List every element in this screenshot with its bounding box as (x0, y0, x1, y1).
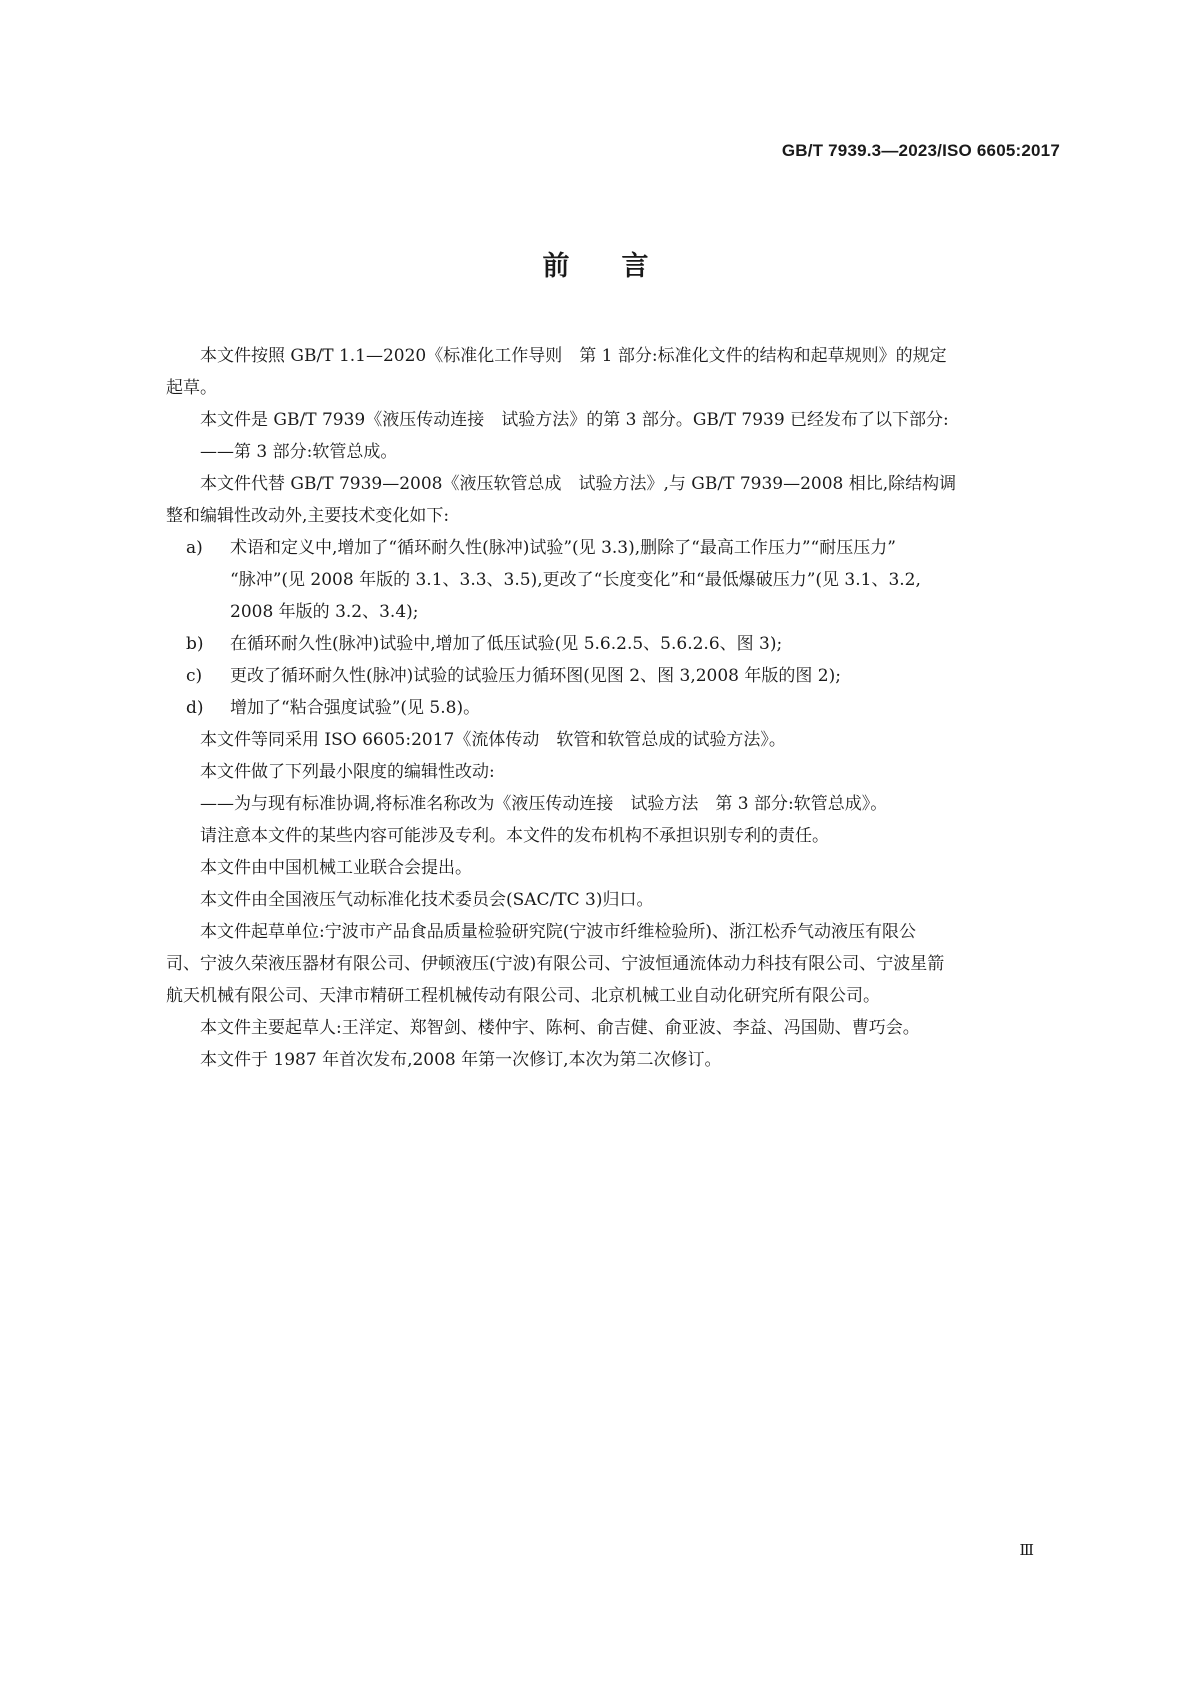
page-number: Ⅲ (1019, 1541, 1034, 1559)
list-marker-b: b) (186, 634, 204, 654)
paragraph-iso-adoption: 本文件等同采用 ISO 6605:2017《流体传动 软管和软管总成的试验方法》。 (200, 730, 786, 750)
dash-item-title-change: ——为与现有标准协调,将标准名称改为《液压传动连接 试验方法 第 3 部分:软管总成》。 (200, 794, 888, 814)
list-marker-c: c) (186, 666, 203, 686)
change-item-b (166, 628, 1060, 660)
page-title: 前言 (542, 251, 701, 282)
change-item-a (166, 532, 1060, 628)
paragraph-drafting-units-line2: 司、宁波久荣液压器材有限公司、伊顿液压(宁波)有限公司、宁波恒通流体动力科技有限公司、宁波星箭 (166, 954, 945, 974)
paragraph-committee: 本文件由全国液压气动标准化技术委员会(SAC/TC 3)归口。 (200, 890, 654, 910)
paragraph-drafting-units-line1: 本文件起草单位:宁波市产品食品质量检验研究院(宁波市纤维检验所)、浙江松乔气动液压有限公 (200, 922, 916, 942)
list-marker-a: a) (186, 538, 203, 558)
change-item-a-line2: “脉冲”(见 2008 年版的 3.1、3.3、3.5),更改了“长度变化”和“最低爆破压力”(见 3.1、3.2, (230, 570, 921, 590)
paragraph-drafters: 本文件主要起草人:王洋定、郑智剑、楼仲宇、陈柯、俞吉健、俞亚波、李益、冯国勋、曹巧会。 (200, 1018, 920, 1038)
paragraph-replacement-line1: 本文件代替 GB/T 7939—2008《液压软管总成 试验方法》,与 GB/T 7939—2008 相比,除结构调 (200, 474, 957, 494)
change-item-c (166, 660, 1060, 692)
dash-item-part3: ——第 3 部分:软管总成。 (200, 442, 398, 462)
paragraph-drafting-rules-line2: 起草。 (166, 378, 217, 398)
change-item-d (166, 692, 1060, 724)
change-item-b-content: 在循环耐久性(脉冲)试验中,增加了低压试验(见 5.6.2.5、5.6.2.6、图 3); (230, 634, 783, 654)
paragraph-drafting-units-line3: 航天机械有限公司、天津市精研工程机械传动有限公司、北京机械工业自动化研究所有限公司。 (166, 986, 880, 1006)
paragraph-part-info: 本文件是 GB/T 7939《液压传动连接 试验方法》的第 3 部分。GB/T 7939 已经发布了以下部分: (200, 410, 949, 430)
paragraph-history: 本文件于 1987 年首次发布,2008 年第一次修订,本次为第二次修订。 (200, 1050, 722, 1070)
standard-number: GB/T 7939.3—2023/ISO 6605:2017 (781, 141, 1060, 160)
paragraph-replacement-line2: 整和编辑性改动外,主要技术变化如下: (166, 506, 450, 526)
paragraph-proposer: 本文件由中国机械工业联合会提出。 (200, 858, 472, 878)
change-item-c-content: 更改了循环耐久性(脉冲)试验的试验压力循环图(见图 2、图 3,2008 年版的图 2); (230, 666, 841, 686)
change-item-a-line3: 2008 年版的 3.2、3.4); (230, 602, 419, 622)
paragraph-patent-notice: 请注意本文件的某些内容可能涉及专利。本文件的发布机构不承担识别专利的责任。 (200, 826, 829, 846)
foreword-body (166, 340, 1060, 1076)
change-item-d-content: 增加了“粘合强度试验”(见 5.8)。 (230, 698, 481, 718)
paragraph-editorial-changes: 本文件做了下列最小限度的编辑性改动: (200, 762, 495, 782)
change-item-a-line1: 术语和定义中,增加了“循环耐久性(脉冲)试验”(见 3.3),删除了“最高工作压力”“耐压压力” (230, 538, 896, 558)
list-marker-d: d) (186, 698, 204, 718)
paragraph-drafting-rules-line1: 本文件按照 GB/T 1.1—2020《标准化工作导则 第 1 部分:标准化文件的结构和起草规则》的规定 (200, 346, 947, 366)
change-item-a-content (230, 532, 1060, 628)
